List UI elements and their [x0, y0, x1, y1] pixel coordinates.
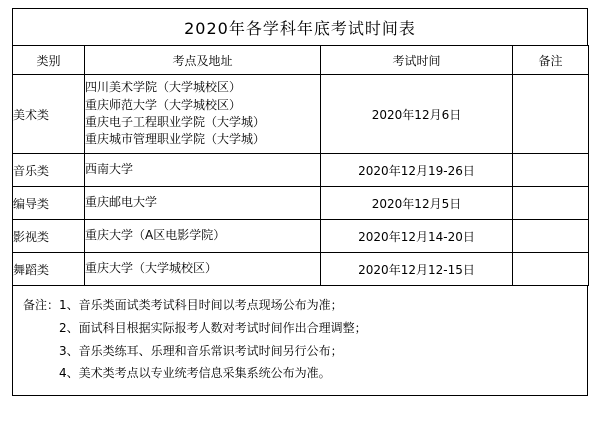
- cell-time: 2020年12月5日: [321, 187, 513, 220]
- footer-row: [23, 294, 577, 385]
- page-title: 2020年各学科年底考试时间表: [184, 18, 416, 38]
- cell-note: [513, 187, 589, 220]
- footer-note-item: 1、音乐类面试类考试科目时间以考点现场公布为准；: [59, 298, 343, 312]
- cell-site: [85, 187, 321, 220]
- cell-site: [85, 253, 321, 286]
- cell-note: [513, 253, 589, 286]
- site-line: 重庆邮电大学: [85, 195, 158, 210]
- cell-category: 舞蹈类: [13, 253, 85, 286]
- table-row: [13, 154, 589, 187]
- site-line: 西南大学: [85, 162, 134, 177]
- footer-note-item: 2、面试科目根据实际报考人数对考试时间作出合理调整；: [59, 320, 367, 335]
- table-row: [13, 75, 589, 154]
- site-line: 重庆电子工程职业学院（大学城）: [85, 115, 266, 129]
- column-header-site: 考点及地址: [85, 46, 321, 75]
- site-line: 重庆城市管理职业学院（大学城）: [85, 132, 266, 147]
- column-header-category: 类别: [13, 46, 85, 75]
- cell-site: [85, 220, 321, 253]
- table-row: [13, 220, 589, 253]
- footer-note-list: [59, 294, 367, 385]
- cell-time: 2020年12月6日: [321, 75, 513, 154]
- column-header-time: 考试时间: [321, 46, 513, 75]
- cell-category: 编导类: [13, 187, 85, 220]
- cell-site: [85, 75, 321, 154]
- table-header: [13, 46, 589, 75]
- footer-note-item: 4、美术类考点以专业统考信息采集系统公布为准。: [59, 366, 331, 381]
- cell-time: 2020年12月19-26日: [321, 154, 513, 187]
- cell-category: 影视类: [13, 220, 85, 253]
- site-line: 四川美术学院（大学城校区）: [85, 80, 242, 95]
- cell-time: 2020年12月14-20日: [321, 220, 513, 253]
- cell-category: 音乐类: [13, 154, 85, 187]
- site-line: 重庆师范大学（大学城校区）: [85, 97, 242, 112]
- document-title-box: [12, 8, 588, 45]
- table-row: [13, 187, 589, 220]
- table-header-row: [13, 46, 589, 75]
- cell-site: [85, 154, 321, 187]
- cell-category: 美术类: [13, 75, 85, 154]
- table-body: [13, 75, 589, 286]
- footer-label: 备注：: [23, 298, 60, 312]
- site-line: 重庆大学（A区电影学院）: [85, 228, 226, 243]
- site-line: 重庆大学（大学城校区）: [85, 261, 218, 276]
- column-header-note: 备注: [513, 46, 589, 75]
- exam-schedule-table: [12, 45, 589, 286]
- cell-time: 2020年12月12-15日: [321, 253, 513, 286]
- table-row: [13, 253, 589, 286]
- cell-note: [513, 154, 589, 187]
- cell-note: [513, 75, 589, 154]
- footer-notes: [12, 286, 588, 396]
- footer-note-item: 3、音乐类练耳、乐理和音乐常识考试时间另行公布；: [59, 343, 343, 358]
- cell-note: [513, 220, 589, 253]
